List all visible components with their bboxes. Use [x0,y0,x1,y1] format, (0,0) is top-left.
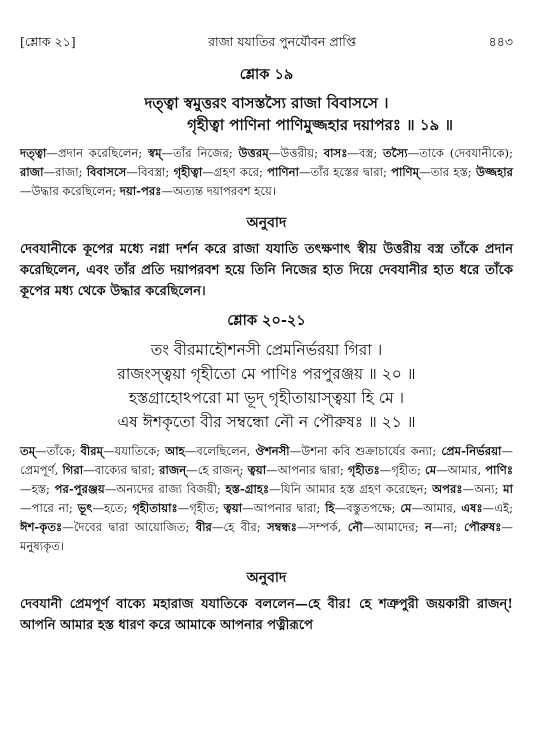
gloss-meaning: —হস্ত; [20,482,55,496]
gloss-word: গৃহীত্বা [173,165,203,179]
gloss-meaning: —প্রেমপূর্ণ, [20,444,513,477]
gloss-word: এষঃ [461,501,483,515]
gloss-meaning: —উশনা কবি শুক্রাচার্যের কন্যা; [289,444,442,458]
gloss-meaning: —তাঁর নিজের; [161,146,239,160]
gloss-word: ন [425,520,432,534]
gloss-word: দয়া-পরঃ [119,184,162,198]
page-header [20,34,513,52]
gloss-meaning: —গ্রহণ করে; [202,165,268,179]
book-page [20,34,513,636]
verse-19-line-2: গৃহীত্বা পাণিনা পাণিমুজ্জহার দয়াপরঃ ॥ ১৯ ॥ [187,116,453,134]
gloss-word: পর-পুরঞ্জয় [54,482,105,496]
gloss-meaning: —বাক্যের দ্বারা; [83,463,160,477]
gloss-word: তস্যৈ [383,146,408,160]
gloss-meaning: —যিনি আমার হস্ত গ্রহণ করেছেন; [269,482,433,496]
gloss-meaning: —আমাদের; [362,520,425,534]
gloss-word: গৃহীতঃ [347,463,380,477]
gloss-meaning: —তার হস্ত; [419,165,476,179]
word-meanings-20-21 [20,442,513,556]
gloss-meaning: —হে রাজন্; [186,463,248,477]
gloss-word: গিরা [62,463,84,477]
gloss-word: পৌরুষঃ [464,520,502,534]
gloss-word: উজ্জহার [475,165,513,179]
gloss-meaning: —অত্যন্ত দয়াপরবশ হয়ে। [161,184,277,198]
gloss-word: ত্বয়া [223,501,243,515]
gloss-word: প্রেম-নির্ভরয়া [441,444,502,458]
gloss-meaning: —বিবস্ত্রা; [126,165,174,179]
gloss-meaning: —বলেছিলেন, [184,444,256,458]
gloss-word: রাজা [20,165,44,179]
gloss-word: বাসঃ [323,146,348,160]
gloss-meaning: —গৃহীত; [379,463,426,477]
translation-19-heading: অনুবাদ [246,215,287,231]
gloss-meaning: —বস্তুতপক্ষে; [334,501,401,515]
gloss-meaning: —তাঁকে; [35,444,81,458]
gloss-meaning: —তাকে (দেবযানীকে); [407,146,513,160]
gloss-meaning: —বস্ত্র; [347,146,384,160]
verse-20-21-line-4: এষ ঈশকৃতো বীর সম্বন্ধো নৌ ন পৌরুষঃ ॥ ২১ ॥ [117,413,416,431]
verse-19-line-1: দত্ত্বা স্বমুত্তরং বাসস্তস্যৈ রাজা বিবাসসে । [144,94,389,112]
gloss-word: অপরঃ [432,482,463,496]
gloss-word: মা [503,482,513,496]
gloss-word: নৌ [347,520,363,534]
gloss-meaning: —দৈবের দ্বারা আয়োজিত; [62,520,196,534]
gloss-meaning: —এই; [482,501,513,515]
gloss-meaning: —আপনার দ্বারা; [242,501,326,515]
verse-20-21-line-3: হস্তগ্রাহোঽপরো মা ভূদ্ গৃহীতায়াস্ত্বয়া হি মে । [128,389,405,407]
gloss-meaning: —রাজা; [43,165,87,179]
translation-19-text: দেবযানীকে কূপের মধ্যে নগ্না দর্শন করে রাজা যযাতি তৎক্ষণাৎ স্বীয় উত্তরীয় বস্ত্র তাঁকে প্রদান করেছিলেন, এবং তাঁর প্রতি দয়াপরবশ হয়ে তিনি নিজের হাত দিয়ে দেবযানীর হাত ধরে তাঁকে কূপের মধ্য থেকে উদ্ধার করেছিলেন। [20,242,513,299]
gloss-word: হস্ত-গ্রাহঃ [225,482,270,496]
gloss-word: গৃহীতায়াঃ [132,501,178,515]
gloss-meaning: —আমার, [436,463,486,477]
gloss-meaning: —প্রদান করেছিলেন; [46,146,149,160]
gloss-meaning: —আপনার দ্বারা; [266,463,348,477]
gloss-word: পাণিম্ [391,165,420,179]
gloss-word: পাণিঃ [485,463,514,477]
gloss-word: ঔশনসী [255,444,290,458]
gloss-word: রাজন্ [159,463,187,477]
gloss-word: ঈশ-কৃতঃ [20,520,63,534]
gloss-meaning: —মনুষ্যকৃত। [20,520,513,553]
translation-20-21-heading: অনুবাদ [246,570,287,586]
gloss-word: মে [400,501,412,515]
gloss-word: ত্বয়া [247,463,267,477]
gloss-word: দত্ত্বা [20,146,47,160]
gloss-meaning: —সম্পর্ক, [296,520,348,534]
gloss-word: সম্বন্ধঃ [267,520,297,534]
verse-19-heading: শ্লোক ১৯ [239,66,294,83]
gloss-meaning: —হতে; [92,501,133,515]
gloss-word: বীর [195,520,212,534]
gloss-word: তম্ [20,444,36,458]
gloss-meaning: —না; [431,520,465,534]
gloss-word: হি [325,501,335,515]
translation-20-21-text: দেবযানী প্রেমপূর্ণ বাক্যে মহারাজ যযাতিকে বললেন—হে বীর! হে শত্রুপুরী জয়কারী রাজন্! আপনি আমার হস্ত ধারণ করে আমাকে আপনার পত্নীরূপে [20,597,513,633]
gloss-word: উত্তরম্ [238,146,269,160]
verse-20-21-heading: শ্লোক ২০-২১ [227,312,306,329]
gloss-meaning: —হে বীর; [211,520,268,534]
gloss-word: মে [425,463,437,477]
gloss-word: স্বম্ [148,146,162,160]
gloss-word: আহ [165,444,185,458]
gloss-meaning: —গৃহীত; [177,501,224,515]
gloss-meaning: —যযাতিকে; [103,444,166,458]
header-page-number: ৪৪৩ [488,34,513,49]
gloss-meaning: —উদ্ধার করেছিলেন; [20,184,120,198]
header-chapter-title: রাজা যযাতির পুনর্যৌবন প্রাপ্তি [208,34,357,49]
verse-20-21-line-2: রাজংস্ত্বয়া গৃহীতো মে পাণিঃ পরপুরঞ্জয় ॥ ২০ ॥ [117,365,416,383]
gloss-word: পাণিনা [267,165,299,179]
verse-20-21-line-1: তং বীরমাহৌশনসী প্রেমনির্ভরয়া গিরা । [150,341,383,359]
word-meanings-19 [20,144,513,201]
header-verse-ref: [শ্লোক ২১] [20,34,76,49]
gloss-word: বিবাসসে [86,165,127,179]
gloss-word: বীরম্ [80,444,104,458]
gloss-meaning: —অন্যদের রাজ্য বিজয়ী; [104,482,226,496]
gloss-meaning: —আমার, [411,501,462,515]
gloss-meaning: —পারে না; [20,501,78,515]
gloss-word: ভূৎ [77,501,93,515]
gloss-meaning: —অন্য; [462,482,504,496]
gloss-meaning: —তাঁর হস্তের দ্বারা; [298,165,392,179]
gloss-meaning: —উত্তরীয়; [268,146,324,160]
